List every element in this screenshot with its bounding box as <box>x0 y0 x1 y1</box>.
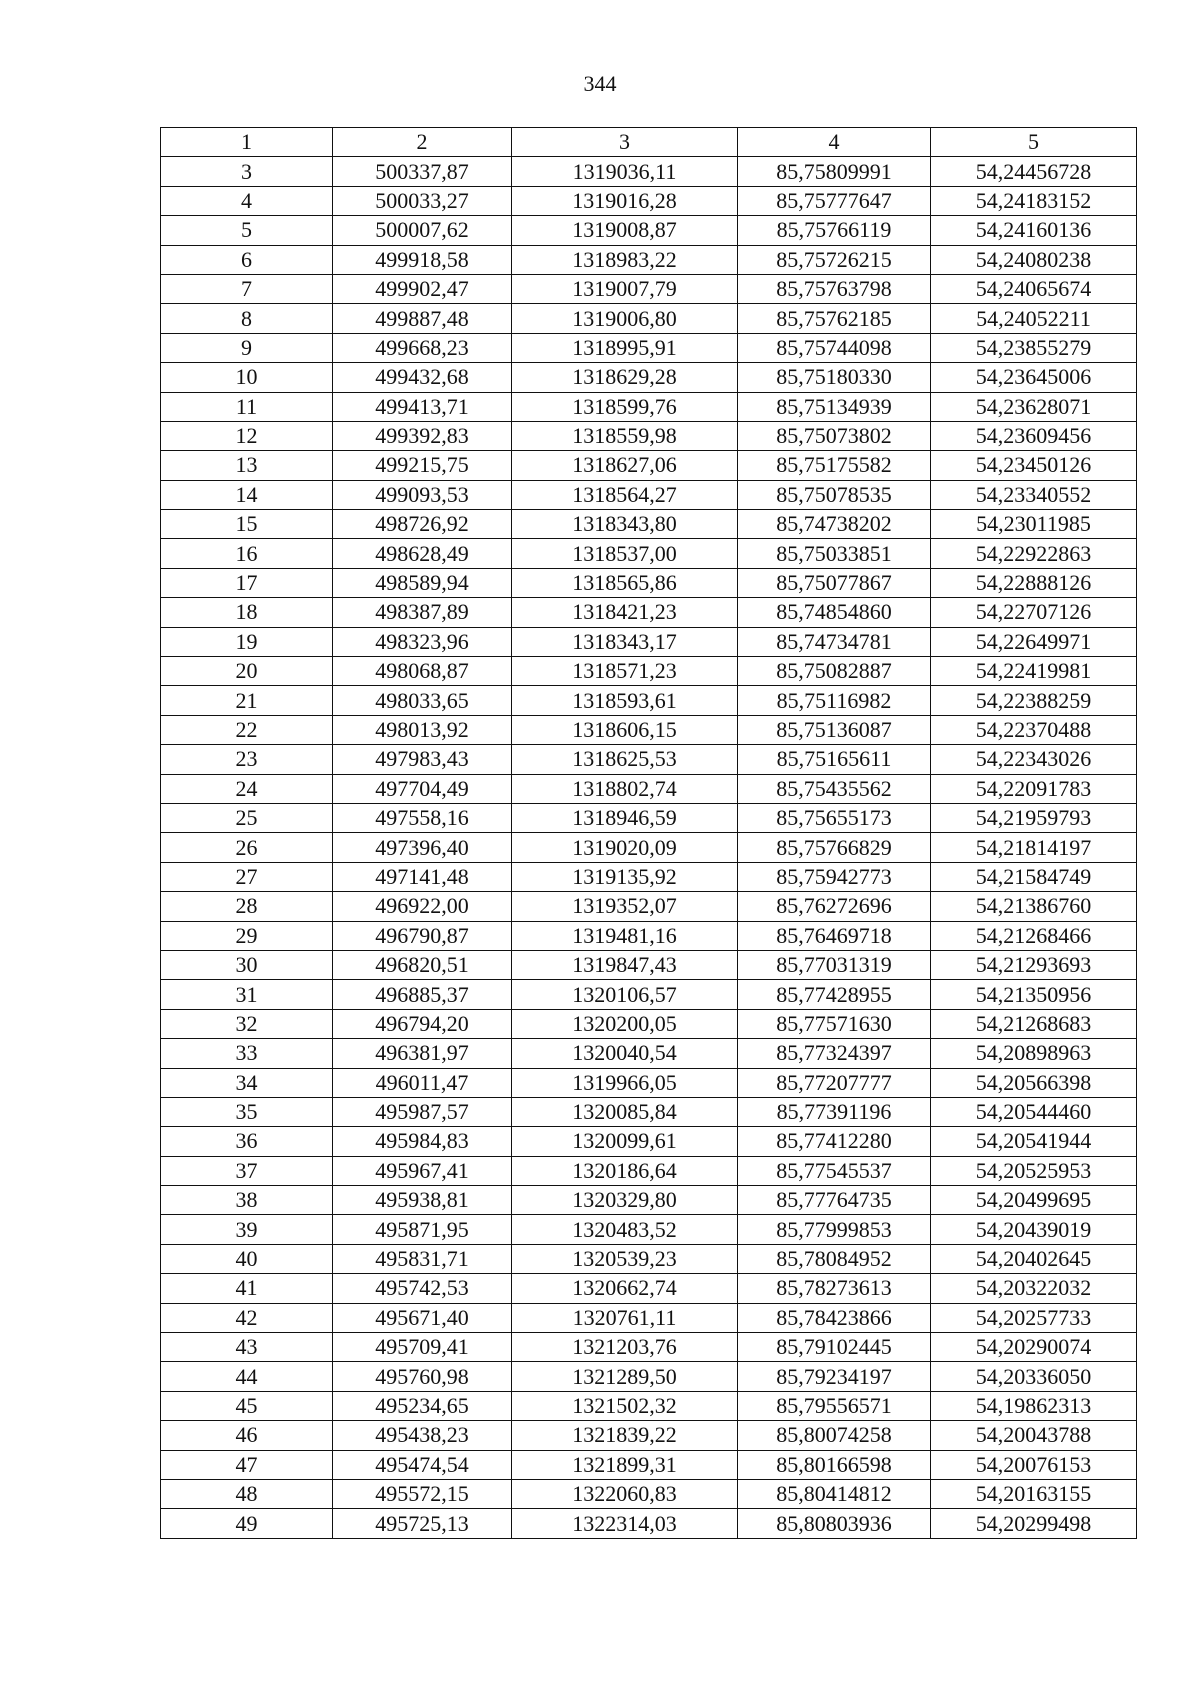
table-row <box>161 745 1137 774</box>
table-cell: 54,24052211 <box>931 304 1137 333</box>
table-cell: 6 <box>161 245 333 274</box>
table-cell: 42 <box>161 1303 333 1332</box>
table-row <box>161 274 1137 303</box>
column-header: 5 <box>931 128 1137 157</box>
table-cell: 19 <box>161 627 333 656</box>
table-cell: 27 <box>161 862 333 891</box>
table-cell: 495987,57 <box>333 1097 512 1126</box>
table-cell: 1320186,64 <box>512 1156 738 1185</box>
table-cell: 498589,94 <box>333 568 512 597</box>
table-cell: 85,75655173 <box>738 803 931 832</box>
table-cell: 32 <box>161 1009 333 1038</box>
table-cell: 54,23855279 <box>931 333 1137 362</box>
table-cell: 54,19862313 <box>931 1391 1137 1420</box>
table-cell: 43 <box>161 1333 333 1362</box>
table-cell: 498033,65 <box>333 686 512 715</box>
table-cell: 30 <box>161 950 333 979</box>
table-cell: 85,77031319 <box>738 950 931 979</box>
table-cell: 17 <box>161 568 333 597</box>
table-cell: 54,22888126 <box>931 568 1137 597</box>
table-cell: 1320040,54 <box>512 1039 738 1068</box>
table-cell: 1319847,43 <box>512 950 738 979</box>
table-cell: 1318946,59 <box>512 803 738 832</box>
table-cell: 1322060,83 <box>512 1479 738 1508</box>
table-cell: 44 <box>161 1362 333 1391</box>
coordinates-table <box>160 127 1137 1539</box>
table-cell: 4 <box>161 186 333 215</box>
table-cell: 54,21268683 <box>931 1009 1137 1038</box>
table-cell: 85,75116982 <box>738 686 931 715</box>
table-cell: 46 <box>161 1421 333 1450</box>
table-cell: 495831,71 <box>333 1244 512 1273</box>
table-row <box>161 1303 1137 1332</box>
table-row <box>161 157 1137 186</box>
table-cell: 54,20163155 <box>931 1479 1137 1508</box>
table-cell: 85,77412280 <box>738 1127 931 1156</box>
table-cell: 496922,00 <box>333 892 512 921</box>
table-cell: 54,24080238 <box>931 245 1137 274</box>
table-cell: 54,24183152 <box>931 186 1137 215</box>
table-cell: 12 <box>161 421 333 450</box>
table-cell: 54,21350956 <box>931 980 1137 1009</box>
table-cell: 1321839,22 <box>512 1421 738 1450</box>
table-cell: 40 <box>161 1244 333 1273</box>
table-row <box>161 862 1137 891</box>
table-cell: 54,20439019 <box>931 1215 1137 1244</box>
table-cell: 54,20322032 <box>931 1274 1137 1303</box>
table-cell: 1318627,06 <box>512 451 738 480</box>
table-cell: 496381,97 <box>333 1039 512 1068</box>
table-cell: 1318606,15 <box>512 715 738 744</box>
table-cell: 54,22419981 <box>931 657 1137 686</box>
table-cell: 1318802,74 <box>512 774 738 803</box>
table-row <box>161 539 1137 568</box>
table-row <box>161 1391 1137 1420</box>
table-cell: 54,21268466 <box>931 921 1137 950</box>
table-row <box>161 1274 1137 1303</box>
table-row <box>161 774 1137 803</box>
table-cell: 85,74854860 <box>738 598 931 627</box>
page-number: 344 <box>583 71 617 96</box>
table-cell: 85,75078535 <box>738 480 931 509</box>
table-cell: 495709,41 <box>333 1333 512 1362</box>
table-cell: 1322314,03 <box>512 1509 738 1538</box>
table-cell: 85,79102445 <box>738 1333 931 1362</box>
table-row <box>161 1421 1137 1450</box>
table-cell: 1319008,87 <box>512 216 738 245</box>
table-cell: 85,78084952 <box>738 1244 931 1273</box>
table-cell: 497704,49 <box>333 774 512 803</box>
table-cell: 16 <box>161 539 333 568</box>
table-row <box>161 1039 1137 1068</box>
table-cell: 45 <box>161 1391 333 1420</box>
table-cell: 85,75762185 <box>738 304 931 333</box>
table-cell: 48 <box>161 1479 333 1508</box>
table-cell: 54,21959793 <box>931 803 1137 832</box>
table-cell: 7 <box>161 274 333 303</box>
table-cell: 497141,48 <box>333 862 512 891</box>
table-cell: 13 <box>161 451 333 480</box>
table-cell: 495438,23 <box>333 1421 512 1450</box>
table-cell: 54,22091783 <box>931 774 1137 803</box>
table-cell: 1320761,11 <box>512 1303 738 1332</box>
table-cell: 1320200,05 <box>512 1009 738 1038</box>
table-cell: 54,23628071 <box>931 392 1137 421</box>
table-cell: 85,80414812 <box>738 1479 931 1508</box>
table-cell: 41 <box>161 1274 333 1303</box>
table-cell: 85,80166598 <box>738 1450 931 1479</box>
table-cell: 54,20257733 <box>931 1303 1137 1332</box>
table-row <box>161 1362 1137 1391</box>
table-cell: 495234,65 <box>333 1391 512 1420</box>
table-cell: 85,75763798 <box>738 274 931 303</box>
table-cell: 54,21814197 <box>931 833 1137 862</box>
table-body <box>161 157 1137 1538</box>
table-cell: 1318629,28 <box>512 363 738 392</box>
table-row <box>161 245 1137 274</box>
table-cell: 497558,16 <box>333 803 512 832</box>
table-cell: 1319352,07 <box>512 892 738 921</box>
table-row <box>161 1068 1137 1097</box>
table-cell: 18 <box>161 598 333 627</box>
table-cell: 1318983,22 <box>512 245 738 274</box>
table-cell: 85,79556571 <box>738 1391 931 1420</box>
table-cell: 54,22649971 <box>931 627 1137 656</box>
table-cell: 85,77324397 <box>738 1039 931 1068</box>
table-cell: 85,77545537 <box>738 1156 931 1185</box>
table-cell: 85,75435562 <box>738 774 931 803</box>
table-cell: 29 <box>161 921 333 950</box>
table-row <box>161 1097 1137 1126</box>
table-cell: 54,20544460 <box>931 1097 1137 1126</box>
table-cell: 85,74738202 <box>738 510 931 539</box>
table-cell: 15 <box>161 510 333 539</box>
table-row <box>161 1009 1137 1038</box>
table-cell: 85,75134939 <box>738 392 931 421</box>
table-cell: 498013,92 <box>333 715 512 744</box>
table-cell: 496885,37 <box>333 980 512 1009</box>
table-cell: 498068,87 <box>333 657 512 686</box>
table-cell: 498387,89 <box>333 598 512 627</box>
table-cell: 496011,47 <box>333 1068 512 1097</box>
table-cell: 495938,81 <box>333 1186 512 1215</box>
table-cell: 25 <box>161 803 333 832</box>
table-cell: 54,20541944 <box>931 1127 1137 1156</box>
column-header: 2 <box>333 128 512 157</box>
table-cell: 1321502,32 <box>512 1391 738 1420</box>
table-cell: 54,22343026 <box>931 745 1137 774</box>
table-cell: 54,20290074 <box>931 1333 1137 1362</box>
table-cell: 54,20299498 <box>931 1509 1137 1538</box>
table-cell: 85,78423866 <box>738 1303 931 1332</box>
table-cell: 54,20499695 <box>931 1186 1137 1215</box>
table-row <box>161 304 1137 333</box>
table-cell: 85,75942773 <box>738 862 931 891</box>
table-row <box>161 451 1137 480</box>
table-cell: 1319006,80 <box>512 304 738 333</box>
table-cell: 1318564,27 <box>512 480 738 509</box>
table-cell: 85,77207777 <box>738 1068 931 1097</box>
table-cell: 39 <box>161 1215 333 1244</box>
table-cell: 85,79234197 <box>738 1362 931 1391</box>
table-cell: 85,75809991 <box>738 157 931 186</box>
table-cell: 22 <box>161 715 333 744</box>
table-row <box>161 980 1137 1009</box>
table-cell: 54,21584749 <box>931 862 1137 891</box>
table-cell: 85,75180330 <box>738 363 931 392</box>
table-cell: 495760,98 <box>333 1362 512 1391</box>
table-cell: 85,75082887 <box>738 657 931 686</box>
table-cell: 14 <box>161 480 333 509</box>
table-cell: 499432,68 <box>333 363 512 392</box>
table-cell: 499887,48 <box>333 304 512 333</box>
table-cell: 8 <box>161 304 333 333</box>
table-cell: 1318599,76 <box>512 392 738 421</box>
table-cell: 1318625,53 <box>512 745 738 774</box>
table-cell: 499413,71 <box>333 392 512 421</box>
table-cell: 495474,54 <box>333 1450 512 1479</box>
table-cell: 85,74734781 <box>738 627 931 656</box>
table-cell: 1318343,17 <box>512 627 738 656</box>
table-row <box>161 715 1137 744</box>
table-cell: 499093,53 <box>333 480 512 509</box>
column-header: 1 <box>161 128 333 157</box>
table-cell: 495671,40 <box>333 1303 512 1332</box>
table-cell: 1319007,79 <box>512 274 738 303</box>
table-cell: 85,76469718 <box>738 921 931 950</box>
table-cell: 54,20336050 <box>931 1362 1137 1391</box>
table-cell: 85,77391196 <box>738 1097 931 1126</box>
table-cell: 499392,83 <box>333 421 512 450</box>
table-row <box>161 1450 1137 1479</box>
table-cell: 37 <box>161 1156 333 1185</box>
table-cell: 1318995,91 <box>512 333 738 362</box>
table-row <box>161 892 1137 921</box>
table-row <box>161 1509 1137 1538</box>
table-cell: 495725,13 <box>333 1509 512 1538</box>
table-cell: 54,24065674 <box>931 274 1137 303</box>
table-cell: 496790,87 <box>333 921 512 950</box>
table-cell: 54,23609456 <box>931 421 1137 450</box>
table-cell: 47 <box>161 1450 333 1479</box>
table-cell: 500007,62 <box>333 216 512 245</box>
table-cell: 1320539,23 <box>512 1244 738 1273</box>
table-row <box>161 598 1137 627</box>
table-cell: 54,20566398 <box>931 1068 1137 1097</box>
table-cell: 54,24160136 <box>931 216 1137 245</box>
table-row <box>161 568 1137 597</box>
table-cell: 11 <box>161 392 333 421</box>
table-cell: 498628,49 <box>333 539 512 568</box>
table-cell: 54,21293693 <box>931 950 1137 979</box>
table-cell: 500337,87 <box>333 157 512 186</box>
table-cell: 54,20043788 <box>931 1421 1137 1450</box>
table-cell: 498726,92 <box>333 510 512 539</box>
column-header: 4 <box>738 128 931 157</box>
table-cell: 35 <box>161 1097 333 1126</box>
table-header-row <box>161 128 1137 157</box>
table-row <box>161 1156 1137 1185</box>
table-cell: 495572,15 <box>333 1479 512 1508</box>
table-row <box>161 1127 1137 1156</box>
table-cell: 499215,75 <box>333 451 512 480</box>
table-cell: 85,77428955 <box>738 980 931 1009</box>
table-row <box>161 921 1137 950</box>
table-cell: 1318421,23 <box>512 598 738 627</box>
table-cell: 34 <box>161 1068 333 1097</box>
table-cell: 20 <box>161 657 333 686</box>
table-cell: 5 <box>161 216 333 245</box>
table-row <box>161 657 1137 686</box>
table-cell: 1321899,31 <box>512 1450 738 1479</box>
table-row <box>161 392 1137 421</box>
table-cell: 49 <box>161 1509 333 1538</box>
table-row <box>161 216 1137 245</box>
table-row <box>161 510 1137 539</box>
table-cell: 1320483,52 <box>512 1215 738 1244</box>
table-cell: 497396,40 <box>333 833 512 862</box>
table-row <box>161 1186 1137 1215</box>
table-cell: 10 <box>161 363 333 392</box>
table-cell: 85,75766119 <box>738 216 931 245</box>
table-cell: 1319016,28 <box>512 186 738 215</box>
table-cell: 1319020,09 <box>512 833 738 862</box>
table-row <box>161 1215 1137 1244</box>
table-cell: 38 <box>161 1186 333 1215</box>
table-cell: 496794,20 <box>333 1009 512 1038</box>
table-cell: 1319135,92 <box>512 862 738 891</box>
table-row <box>161 627 1137 656</box>
table-row <box>161 333 1137 362</box>
table-cell: 54,22388259 <box>931 686 1137 715</box>
table-cell: 9 <box>161 333 333 362</box>
table-cell: 54,23450126 <box>931 451 1137 480</box>
table-cell: 85,77571630 <box>738 1009 931 1038</box>
table-cell: 499668,23 <box>333 333 512 362</box>
table-cell: 85,75073802 <box>738 421 931 450</box>
table-cell: 1319481,16 <box>512 921 738 950</box>
table-cell: 85,80074258 <box>738 1421 931 1450</box>
table-cell: 499918,58 <box>333 245 512 274</box>
table-cell: 1318537,00 <box>512 539 738 568</box>
table-cell: 500033,27 <box>333 186 512 215</box>
table-cell: 85,75136087 <box>738 715 931 744</box>
table-cell: 85,77999853 <box>738 1215 931 1244</box>
table-cell: 495967,41 <box>333 1156 512 1185</box>
table-cell: 54,20898963 <box>931 1039 1137 1068</box>
table-cell: 23 <box>161 745 333 774</box>
table-cell: 1320085,84 <box>512 1097 738 1126</box>
table-cell: 3 <box>161 157 333 186</box>
table-cell: 1319036,11 <box>512 157 738 186</box>
table-row <box>161 803 1137 832</box>
table-cell: 85,80803936 <box>738 1509 931 1538</box>
table-cell: 496820,51 <box>333 950 512 979</box>
table-cell: 1318571,23 <box>512 657 738 686</box>
table-cell: 1321289,50 <box>512 1362 738 1391</box>
table-cell: 36 <box>161 1127 333 1156</box>
table-row <box>161 480 1137 509</box>
table-cell: 85,75077867 <box>738 568 931 597</box>
table-cell: 54,21386760 <box>931 892 1137 921</box>
table-cell: 1320099,61 <box>512 1127 738 1156</box>
table-row <box>161 950 1137 979</box>
table-cell: 495742,53 <box>333 1274 512 1303</box>
table-row <box>161 1333 1137 1362</box>
table-row <box>161 186 1137 215</box>
table-cell: 54,22922863 <box>931 539 1137 568</box>
table-cell: 1318343,80 <box>512 510 738 539</box>
table-cell: 24 <box>161 774 333 803</box>
table-cell: 85,75165611 <box>738 745 931 774</box>
table-cell: 85,75744098 <box>738 333 931 362</box>
table-cell: 85,78273613 <box>738 1274 931 1303</box>
table-row <box>161 1479 1137 1508</box>
table-row <box>161 686 1137 715</box>
table-cell: 54,20525953 <box>931 1156 1137 1185</box>
table-cell: 499902,47 <box>333 274 512 303</box>
table-row <box>161 833 1137 862</box>
table-cell: 54,22707126 <box>931 598 1137 627</box>
table-cell: 54,23011985 <box>931 510 1137 539</box>
table-cell: 498323,96 <box>333 627 512 656</box>
table-row <box>161 421 1137 450</box>
table-cell: 1320329,80 <box>512 1186 738 1215</box>
table-cell: 21 <box>161 686 333 715</box>
table-row <box>161 363 1137 392</box>
table-cell: 85,75726215 <box>738 245 931 274</box>
table-cell: 495984,83 <box>333 1127 512 1156</box>
table-cell: 33 <box>161 1039 333 1068</box>
table-cell: 54,24456728 <box>931 157 1137 186</box>
table-cell: 85,76272696 <box>738 892 931 921</box>
table-cell: 26 <box>161 833 333 862</box>
table-cell: 54,22370488 <box>931 715 1137 744</box>
table-cell: 85,75033851 <box>738 539 931 568</box>
table-cell: 85,75766829 <box>738 833 931 862</box>
table-cell: 54,23645006 <box>931 363 1137 392</box>
table-cell: 1318593,61 <box>512 686 738 715</box>
table-cell: 1320662,74 <box>512 1274 738 1303</box>
table-cell: 28 <box>161 892 333 921</box>
table-cell: 1318559,98 <box>512 421 738 450</box>
table-cell: 85,77764735 <box>738 1186 931 1215</box>
table-cell: 54,20076153 <box>931 1450 1137 1479</box>
table-cell: 54,23340552 <box>931 480 1137 509</box>
table-cell: 1321203,76 <box>512 1333 738 1362</box>
table-cell: 85,75777647 <box>738 186 931 215</box>
table-cell: 85,75175582 <box>738 451 931 480</box>
table-cell: 495871,95 <box>333 1215 512 1244</box>
table-cell: 1320106,57 <box>512 980 738 1009</box>
table-cell: 1319966,05 <box>512 1068 738 1097</box>
table-cell: 1318565,86 <box>512 568 738 597</box>
table-cell: 31 <box>161 980 333 1009</box>
column-header: 3 <box>512 128 738 157</box>
table-row <box>161 1244 1137 1273</box>
table-cell: 54,20402645 <box>931 1244 1137 1273</box>
table-cell: 497983,43 <box>333 745 512 774</box>
